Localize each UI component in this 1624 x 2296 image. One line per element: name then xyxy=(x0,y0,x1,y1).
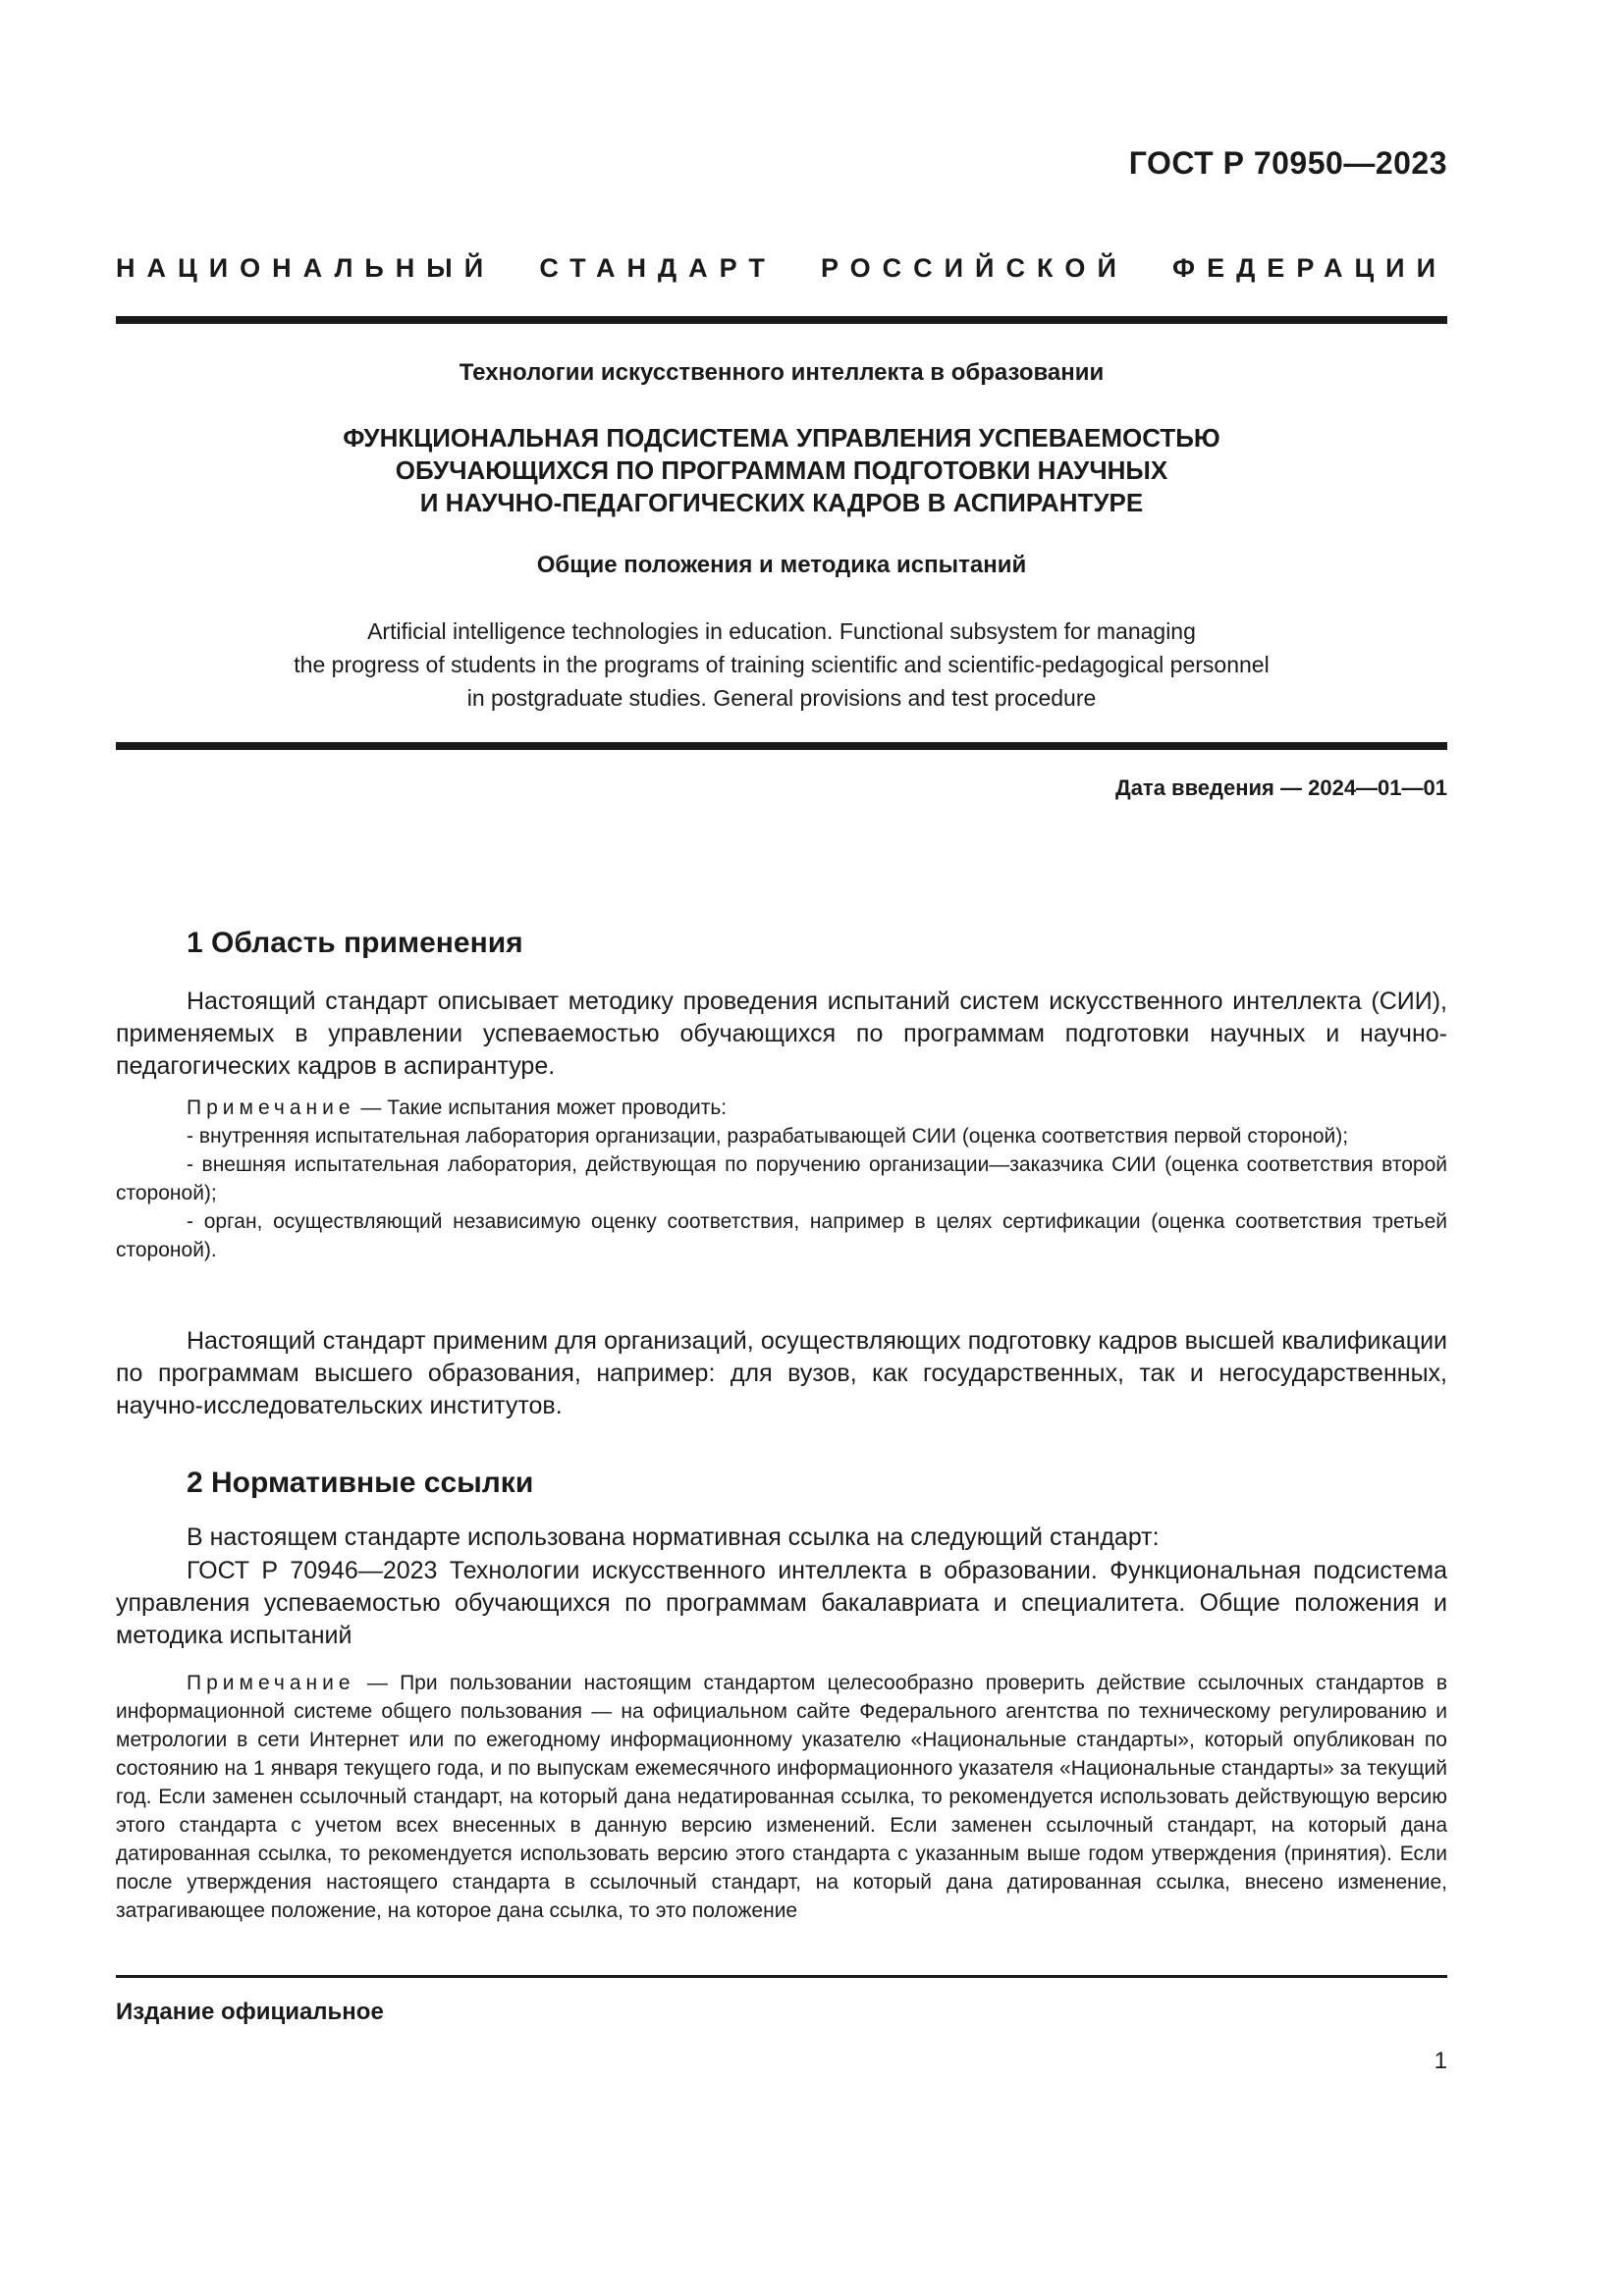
note-label: Примечание xyxy=(187,1672,355,1694)
note-lead-text: — Такие испытания может проводить: xyxy=(354,1096,728,1119)
title-divider xyxy=(116,742,1447,750)
english-title-line: in postgraduate studies. General provisions and test procedure xyxy=(466,685,1097,711)
english-title-line: the progress of students in the programs of training scientific and scientific-pedagogical personnel xyxy=(294,652,1270,677)
note-list-item: - внешняя испытательная лаборатория, действующая по поручению организации—заказчика СИИ (оценка соответствия второй стороной); xyxy=(116,1153,1447,1204)
title-line: И НАУЧНО-ПЕДАГОГИЧЕСКИХ КАДРОВ В АСПИРАНТУРЕ xyxy=(419,488,1144,517)
note-label: Примечание xyxy=(187,1096,355,1119)
note-list-item: - внутренняя испытательная лаборатория организации, разрабатывающей СИИ (оценка соответствия первой стороной); xyxy=(187,1125,1349,1148)
title-line: ФУНКЦИОНАЛЬНАЯ ПОДСИСТЕМА УПРАВЛЕНИЯ УСПЕВАЕМОСТЬЮ xyxy=(343,423,1220,453)
official-edition-label: Издание официальное xyxy=(116,1999,384,2025)
note-list-item: - орган, осуществляющий независимую оценку соответствия, например в целях сертификации (оценка соответствия третьей стороной). xyxy=(116,1210,1447,1261)
english-title xyxy=(116,614,1447,715)
english-title-line: Artificial intelligence technologies in education. Functional subsystem for managing xyxy=(367,618,1196,644)
header-divider xyxy=(116,316,1447,324)
section-1-note xyxy=(116,1094,1447,1264)
document-code: ГОСТ Р 70950—2023 xyxy=(1128,145,1447,181)
section-2-heading: 2 Нормативные ссылки xyxy=(187,1467,534,1499)
document-title xyxy=(116,422,1447,519)
note-lead xyxy=(116,1094,1447,1122)
note-text: — При пользовании настоящим стандартом целесообразно проверить действие ссылочных стандартов в информационной системе общего пользования — на официальном сайте Федерального агентства по техническому регулированию и метрологии в сети Интернет или по ежегодному информационному указателю «Национальные стандарты», который опубликован по состоянию на 1 января текущего года, и по выпускам ежемесячного информационного указателя «Национальные стандарты» за текущий год. Если заменен ссылочный стандарт, на который дана недатированная ссылка, то рекомендуется использовать действующую версию этого стандарта с учетом всех внесенных в данную версию изменений. Если заменен ссылочный стандарт, на который дана датированная ссылка, то рекомендуется использовать версию этого стандарта с указанным выше годом утверждения (принятия). Если после утверждения настоящего стандарта в ссылочный стандарт, на который дана датированная ссылка, внесено изменение, затрагивающее положение, на которое дана ссылка, то это положение xyxy=(116,1672,1447,1922)
introduction-date: Дата введения — 2024—01—01 xyxy=(1115,775,1447,800)
page-number: 1 xyxy=(1434,2048,1447,2074)
document-topic: Технологии искусственного интеллекта в образовании xyxy=(459,359,1105,386)
title-line: ОБУЧАЮЩИХСЯ ПО ПРОГРАММАМ ПОДГОТОВКИ НАУЧНЫХ xyxy=(395,455,1168,485)
note-body xyxy=(116,1669,1447,1925)
footer-divider xyxy=(116,1975,1447,1978)
section-1-heading: 1 Область применения xyxy=(187,927,523,959)
section-1-paragraph-2: Настоящий стандарт применим для организаций, осуществляющих подготовку кадров высшей квалификации по программам высшего образования, например: для вузов, как государственных, так и негосударственных, научно-исследовательских институтов. xyxy=(116,1327,1447,1419)
section-2-note xyxy=(116,1669,1447,1925)
document-subtitle: Общие положения и методика испытаний xyxy=(536,552,1027,578)
section-2-paragraph: В настоящем стандарте использована нормативная ссылка на следующий стандарт: xyxy=(187,1523,1160,1551)
normative-reference: ГОСТ Р 70946—2023 Технологии искусственного интеллекта в образовании. Функциональная подсистема управления успеваемостью обучающихся по программам бакалавриата и специалитета. Общие положения и методика испытаний xyxy=(116,1557,1447,1649)
national-standard-banner: НАЦИОНАЛЬНЫЙ СТАНДАРТ РОССИЙСКОЙ ФЕДЕРАЦИИ xyxy=(116,253,1447,283)
section-1-paragraph: Настоящий стандарт описывает методику проведения испытаний систем искусственного интеллекта (СИИ), применяемых в управлении успеваемостью обучающихся по программам подготовки научных и научно-педагогических кадров в аспирантуре. xyxy=(116,988,1447,1080)
